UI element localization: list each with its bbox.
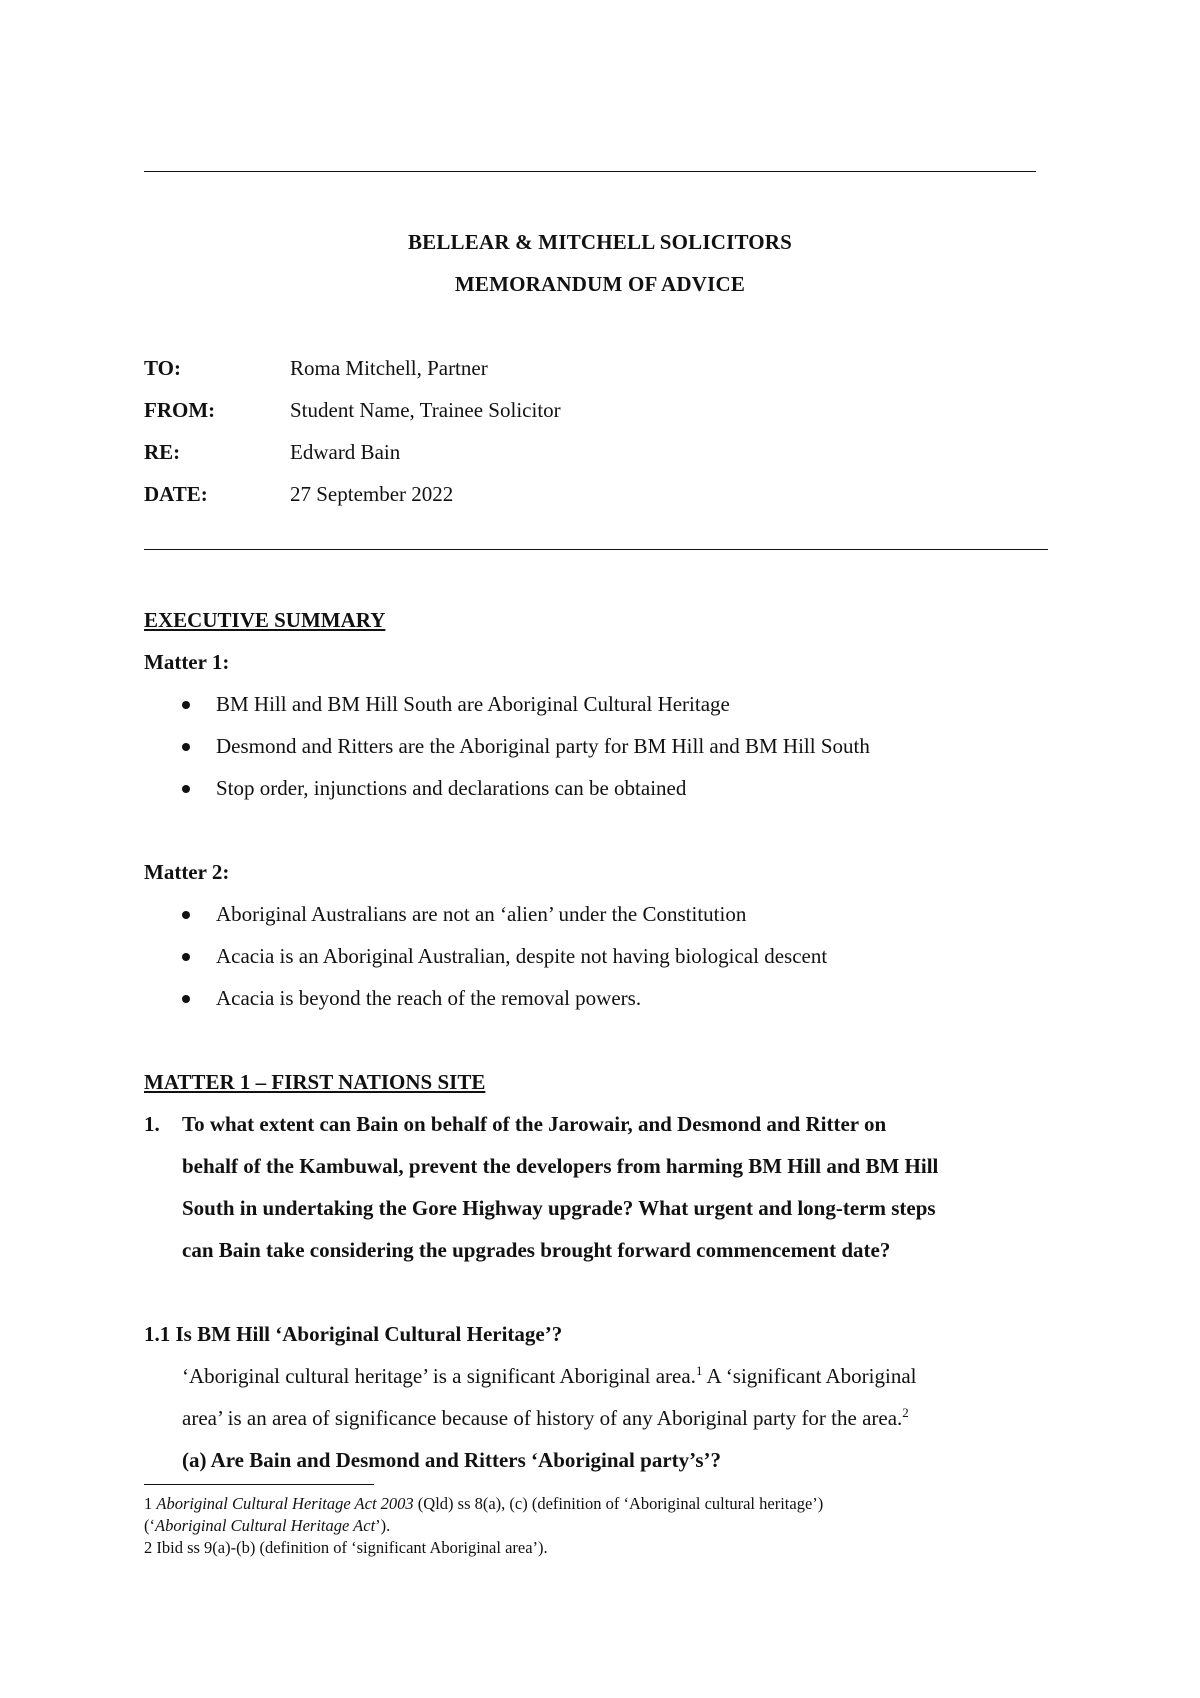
top-divider: [144, 171, 1036, 172]
meta-from-value: Student Name, Trainee Solicitor: [290, 398, 561, 422]
body-text: A ‘significant Aboriginal: [702, 1364, 917, 1388]
footnote-1-continued: [144, 1516, 390, 1536]
body-paragraph-line: [182, 1406, 909, 1431]
meta-to-label: TO:: [144, 356, 181, 380]
firm-name: BELLEAR & MITCHELL SOLICITORS: [407, 230, 793, 254]
question-line: To what extent can Bain on behalf of the Jarowair, and Desmond and Ritter on: [182, 1112, 887, 1136]
subheading-1-1: 1.1 Is BM Hill ‘Aboriginal Cultural Heritage’?: [144, 1322, 563, 1346]
meta-re-value: Edward Bain: [290, 440, 401, 464]
bullet-dot: [182, 995, 190, 1003]
meta-from-label: FROM:: [144, 398, 216, 422]
footnote-separator: [144, 1484, 374, 1485]
subheading-a: (a) Are Bain and Desmond and Ritters ‘Aboriginal party’s’?: [182, 1448, 722, 1472]
matter2-summary-label: Matter 2:: [144, 860, 230, 884]
footnote-2: 2 Ibid ss 9(a)-(b) (definition of ‘significant Aboriginal area’).: [144, 1538, 548, 1557]
footnote-text: (‘: [144, 1516, 155, 1535]
footnote-number: 1: [144, 1494, 157, 1513]
footnote-text: (Qld) ss 8(a), (c) (definition of ‘Aboriginal cultural heritage’): [413, 1494, 824, 1513]
executive-summary-heading: EXECUTIVE SUMMARY: [144, 608, 386, 632]
summary-bullet-text: BM Hill and BM Hill South are Aboriginal Cultural Heritage: [216, 692, 730, 716]
summary-bullet-text: Acacia is an Aboriginal Australian, despite not having biological descent: [216, 944, 828, 968]
meta-re-label: RE:: [144, 440, 181, 464]
bullet-dot: [182, 701, 190, 709]
matter1-section-heading: MATTER 1 – FIRST NATIONS SITE: [144, 1070, 486, 1094]
question-number: 1.: [144, 1112, 160, 1136]
body-text: area’ is an area of significance because of history of any Aboriginal party for the area.: [182, 1406, 903, 1430]
summary-bullet: [182, 944, 827, 969]
summary-bullet: [182, 734, 870, 759]
footnote-1: [144, 1494, 823, 1514]
question-line: behalf of the Kambuwal, prevent the developers from harming BM Hill and BM Hill: [182, 1154, 939, 1178]
summary-bullet: [182, 986, 641, 1011]
summary-bullet: [182, 692, 730, 717]
document-type: MEMORANDUM OF ADVICE: [454, 272, 746, 296]
bullet-dot: [182, 785, 190, 793]
summary-bullet-text: Stop order, injunctions and declarations can be obtained: [216, 776, 687, 800]
meta-to-value: Roma Mitchell, Partner: [290, 356, 488, 380]
summary-bullet-text: Acacia is beyond the reach of the removal powers.: [216, 986, 642, 1010]
footnote-text: ’).: [375, 1516, 391, 1535]
footnote-ref[interactable]: 2: [902, 1405, 909, 1420]
matter1-summary-label: Matter 1:: [144, 650, 230, 674]
footnote-italic: Aboriginal Cultural Heritage Act: [155, 1516, 376, 1535]
meta-date-value: 27 September 2022: [290, 482, 454, 506]
question-line: South in undertaking the Gore Highway upgrade? What urgent and long-term steps: [182, 1196, 936, 1220]
bullet-dot: [182, 743, 190, 751]
bullet-dot: [182, 911, 190, 919]
body-text: ‘Aboriginal cultural heritage’ is a significant Aboriginal area.: [182, 1364, 696, 1388]
summary-bullet-text: Aboriginal Australians are not an ‘alien’ under the Constitution: [216, 902, 747, 926]
body-paragraph-line: [182, 1364, 917, 1389]
summary-bullet: [182, 776, 686, 801]
bullet-dot: [182, 953, 190, 961]
question-line: can Bain take considering the upgrades brought forward commencement date?: [182, 1238, 891, 1262]
footnote-ref[interactable]: 1: [695, 1363, 703, 1378]
footnote-italic: Aboriginal Cultural Heritage Act 2003: [156, 1494, 414, 1513]
meta-divider: [144, 549, 1048, 550]
summary-bullet-text: Desmond and Ritters are the Aboriginal party for BM Hill and BM Hill South: [216, 734, 870, 758]
summary-bullet: [182, 902, 746, 927]
meta-date-label: DATE:: [144, 482, 208, 506]
